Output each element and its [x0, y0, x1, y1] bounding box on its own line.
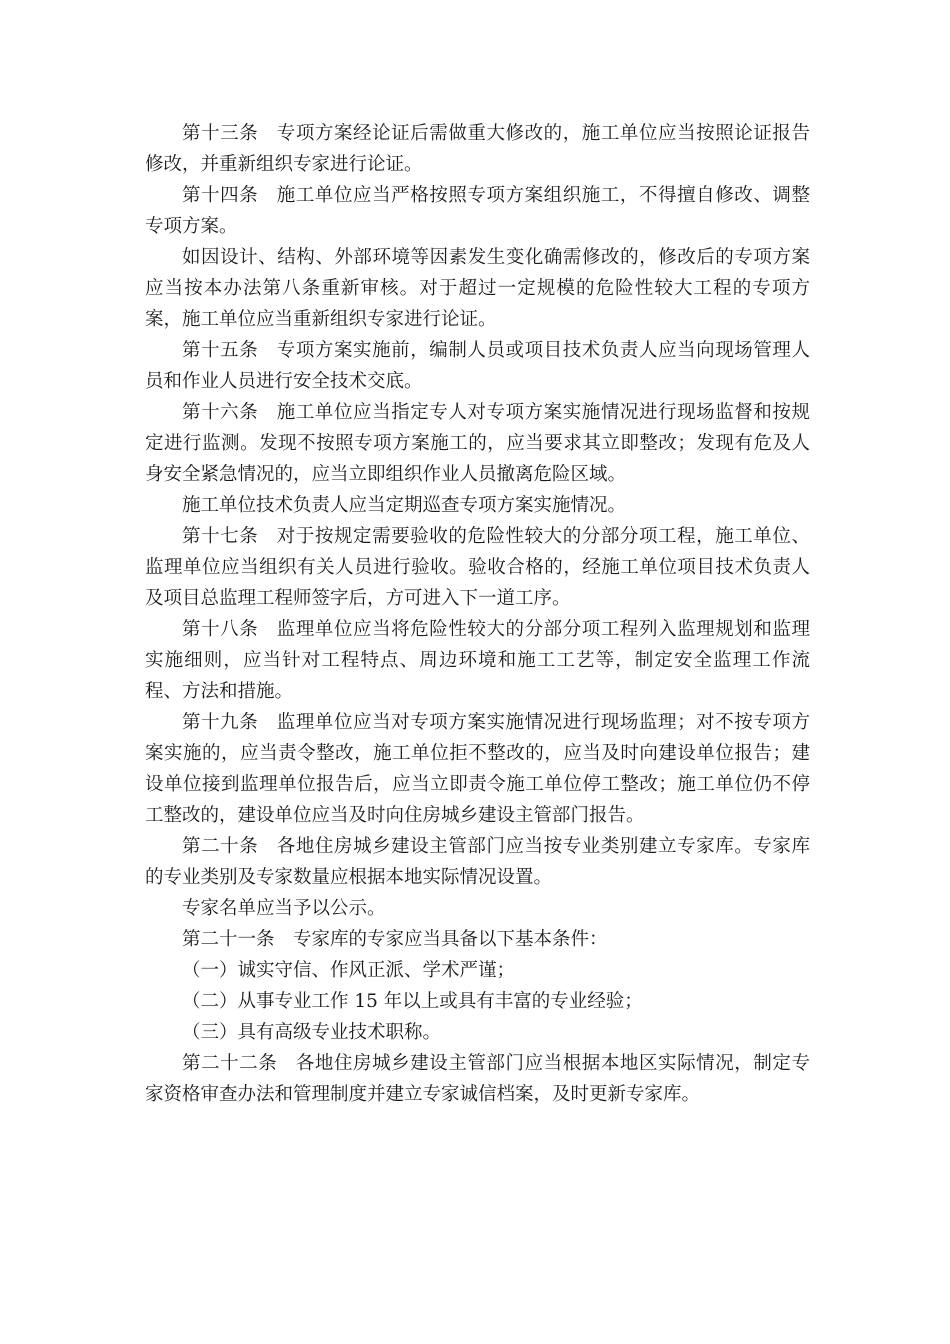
paragraph-text: 如因设计、结构、外部环境等因素发生变化确需修改的，修改后的专项方案应当按本办法第八条重新审核。对于超过一定规模的危险性较大工程的专项方案，施工单位应当重新组织专家进行论证。 [145, 247, 810, 330]
paragraph-article-20 [145, 831, 810, 893]
article-number: 第二十二条 [182, 1053, 278, 1074]
paragraph-text: 施工单位应当严格按照专项方案组织施工，不得擅自修改、调整专项方案。 [145, 185, 810, 237]
paragraph-article-13 [145, 118, 810, 180]
article-number: 第十四条 [182, 185, 259, 206]
paragraph-text: （二）从事专业工作 15 年以上或具有丰富的专业经验； [182, 991, 643, 1012]
article-number: 第二十条 [182, 836, 259, 857]
paragraph-article-19 [145, 707, 810, 831]
paragraph-text: 施工单位应当指定专人对专项方案实施情况进行现场监督和按规定进行监测。发现不按照专项方案施工的，应当要求其立即整改；发现有危及人身安全紧急情况的，应当立即组织作业人员撤离危险区域。 [145, 402, 810, 485]
article-number: 第十五条 [182, 340, 259, 361]
paragraph-text: 对于按规定需要验收的危险性较大的分部分项工程，施工单位、监理单位应当组织有关人员进行验收。验收合格的，经施工单位项目技术负责人及项目总监理工程师签字后，方可进入下一道工序。 [145, 526, 810, 609]
paragraph-article-15 [145, 335, 810, 397]
paragraph-text: 施工单位技术负责人应当定期巡查专项方案实施情况。 [182, 495, 627, 516]
paragraph-text: （一）诚实守信、作风正派、学术严谨； [182, 960, 516, 981]
paragraph-text: （三）具有高级专业技术职称。 [182, 1022, 442, 1043]
article-number: 第十七条 [182, 526, 259, 547]
paragraph-article-14-continued [145, 242, 810, 335]
list-item-condition-1 [145, 955, 810, 986]
paragraph-text: 专家名单应当予以公示。 [182, 898, 386, 919]
paragraph-text: 监理单位应当将危险性较大的分部分项工程列入监理规划和监理实施细则，应当针对工程特点、周边环境和施工工艺等，制定安全监理工作流程、方法和措施。 [145, 619, 810, 702]
paragraph-article-21 [145, 924, 810, 955]
list-item-condition-2 [145, 986, 810, 1017]
paragraph-article-16 [145, 397, 810, 490]
paragraph-text: 监理单位应当对专项方案实施情况进行现场监理；对不按专项方案实施的，应当责令整改，施工单位拒不整改的，应当及时向建设单位报告；建设单位接到监理单位报告后，应当立即责令施工单位停工整改；施工单位仍不停工整改的，建设单位应当及时向住房城乡建设主管部门报告。 [145, 712, 810, 826]
paragraph-text: 专项方案经论证后需做重大修改的，施工单位应当按照论证报告修改，并重新组织专家进行论证。 [145, 123, 810, 175]
paragraph-article-14 [145, 180, 810, 242]
paragraph-article-17 [145, 521, 810, 614]
paragraph-text: 专项方案实施前，编制人员或项目技术负责人应当向现场管理人员和作业人员进行安全技术交底。 [145, 340, 810, 392]
paragraph-article-20-continued [145, 893, 810, 924]
paragraph-article-22 [145, 1048, 810, 1110]
list-item-condition-3 [145, 1017, 810, 1048]
paragraph-text: 各地住房城乡建设主管部门应当按专业类别建立专家库。专家库的专业类别及专家数量应根据本地实际情况设置。 [145, 836, 810, 888]
article-number: 第十八条 [182, 619, 259, 640]
document-page [145, 118, 810, 1110]
article-number: 第十三条 [182, 123, 259, 144]
paragraph-article-18 [145, 614, 810, 707]
article-number: 第十九条 [182, 712, 259, 733]
article-number: 第十六条 [182, 402, 259, 423]
paragraph-text: 专家库的专家应当具备以下基本条件： [293, 929, 608, 950]
paragraph-article-16-continued [145, 490, 810, 521]
paragraph-text: 各地住房城乡建设主管部门应当根据本地区实际情况，制定专家资格审查办法和管理制度并建立专家诚信档案，及时更新专家库。 [145, 1053, 810, 1105]
article-number: 第二十一条 [182, 929, 275, 950]
